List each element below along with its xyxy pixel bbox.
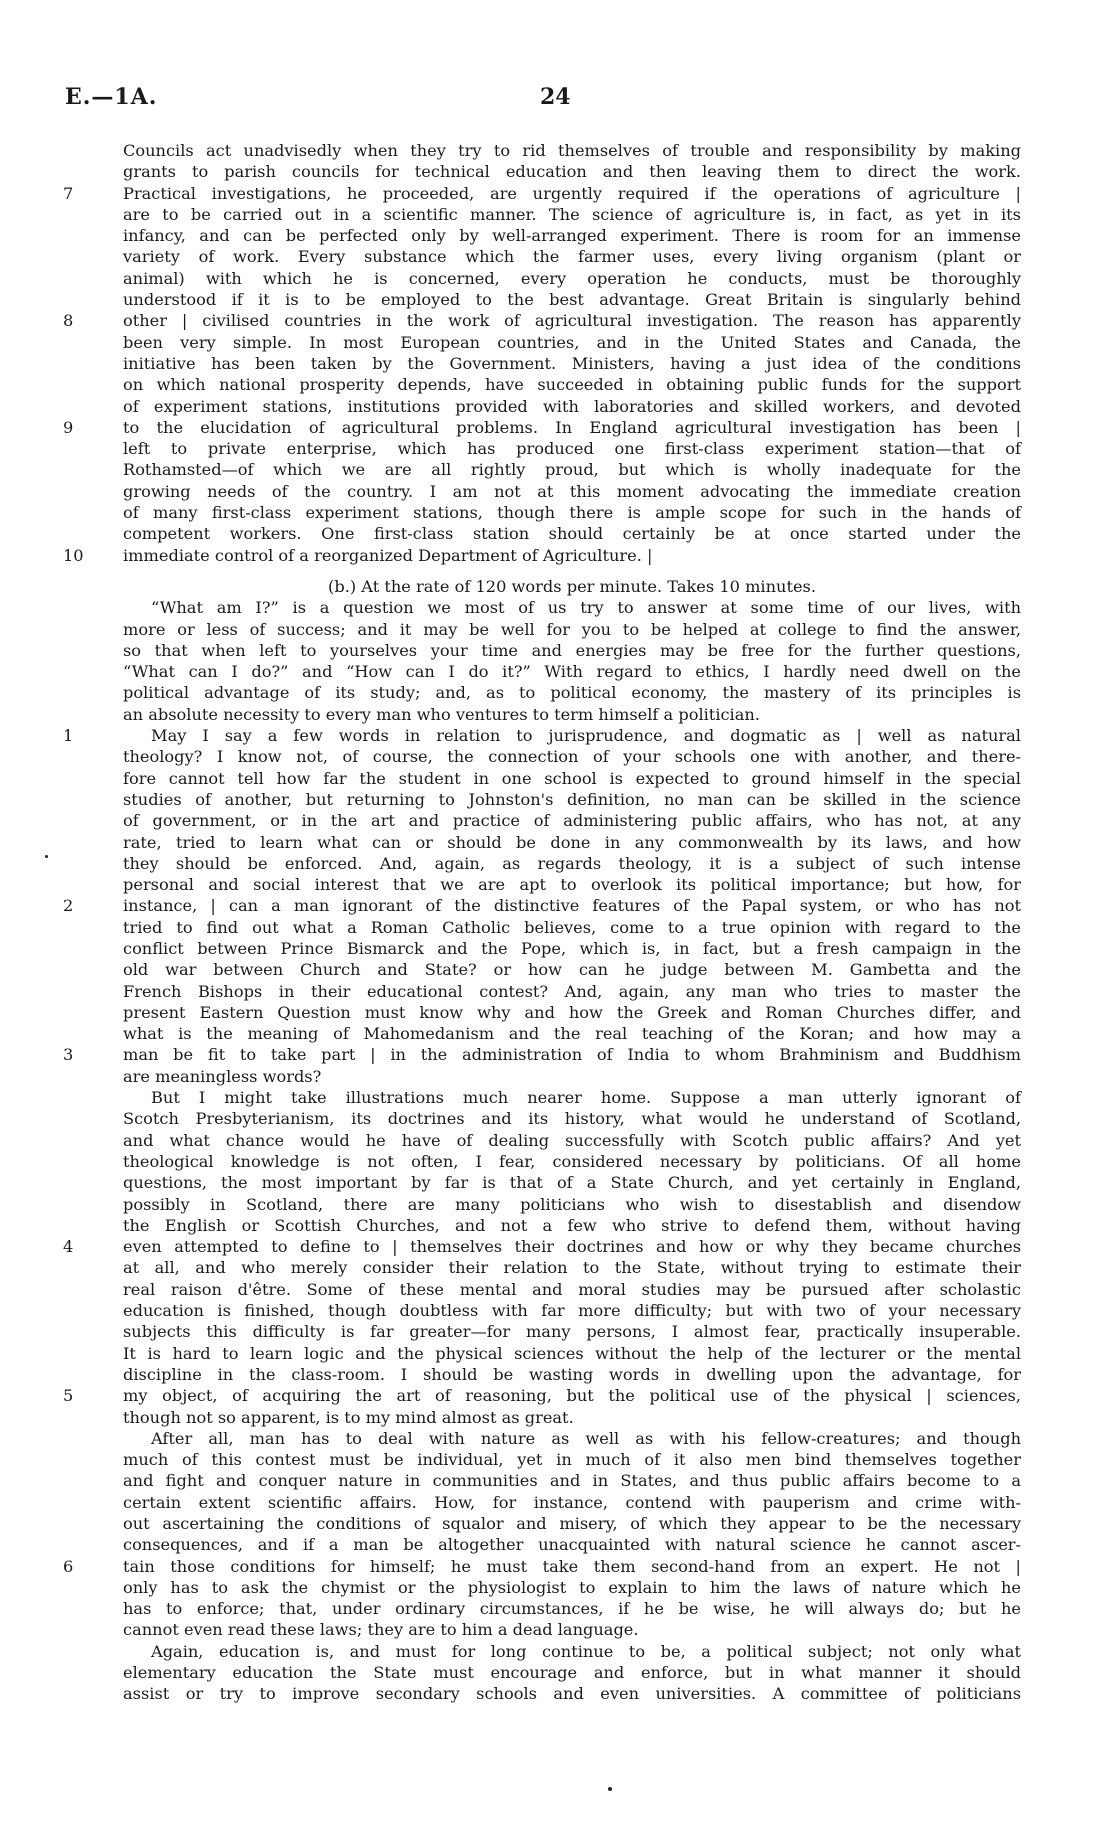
line-text: more or less of success; and it may be well for you to be helped at college to find the answer, [123, 619, 1021, 639]
text-line [123, 353, 1021, 374]
line-text: much of this contest must be individual, yet in much of it also men bind themselves together [123, 1450, 1021, 1470]
line-number: 3 [63, 1045, 74, 1065]
stray-mark [45, 855, 48, 858]
line-text: left to private enterprise, which has produced one first-class experiment station—that of [123, 439, 1021, 459]
page-header [0, 84, 1114, 114]
text-line [123, 1108, 1021, 1129]
line-text: May I say a few words in relation to jurisprudence, and dogmatic as | well as natural [151, 726, 1021, 746]
line-text: cannot even read these laws; they are to him a dead language. [123, 1620, 639, 1640]
line-text: “What am I?” is a question we most of us try to answer at some time of our lives, with [151, 598, 1021, 618]
line-text: political advantage of its study; and, as to political economy, the mastery of its principles is [123, 683, 1021, 703]
text-line [123, 959, 1021, 980]
text-line [123, 1598, 1021, 1619]
line-text: present Eastern Question must know why and how the Greek and Roman Churches differ, and [123, 1002, 1021, 1022]
line-text: grants to parish councils for technical education and then leaving them to direct the work. [123, 162, 1021, 182]
text-line [123, 204, 1021, 225]
line-text: Practical investigations, he proceeded, are urgently required if the operations of agriculture | [123, 183, 1021, 203]
text-line [123, 1151, 1021, 1172]
line-text: competent workers. One first-class station should certainly be at once started under the [123, 524, 1021, 544]
page-identifier: E.—1A. [65, 84, 158, 110]
text-line [123, 832, 1021, 853]
line-text: understood if it is to be employed to the best advantage. Great Britain is singularly behind [123, 290, 1021, 310]
text-line [123, 268, 1021, 289]
text-line [123, 1066, 1021, 1087]
line-text: are to be carried out in a scientific manner. The science of agriculture is, in fact, as yet in its [123, 204, 1021, 224]
stray-mark [608, 1787, 612, 1791]
text-line [123, 874, 1021, 895]
text-line [123, 332, 1021, 353]
line-text: personal and social interest that we are apt to overlook its political importance; but how, for [123, 875, 1021, 895]
line-text: elementary education the State must encourage and enforce, but in what manner it should [123, 1663, 1021, 1683]
text-line [123, 1683, 1021, 1704]
text-line [123, 1215, 1021, 1236]
line-text: immediate control of a reorganized Department of Agriculture. | [123, 545, 653, 565]
text-line [63, 1236, 1021, 1257]
body-text [63, 140, 1021, 1705]
text-line [123, 1321, 1021, 1342]
text-line [123, 789, 1021, 810]
line-number: 4 [63, 1237, 74, 1257]
text-line [63, 725, 1021, 746]
text-line [123, 1662, 1021, 1683]
page-number: 24 [540, 84, 571, 110]
text-line [123, 1087, 1021, 1108]
line-text: It is hard to learn logic and the physical sciences without the help of the lecturer or the mental [123, 1343, 1021, 1363]
line-text: my object, of acquiring the art of reasoning, but the political use of the physical | sciences, [123, 1386, 1021, 1406]
line-text: are meaningless words? [123, 1066, 322, 1086]
line-text: subjects this difficulty is far greater—for many persons, I almost fear, practically insuperable. [123, 1322, 1021, 1342]
line-text: been very simple. In most European countries, and in the United States and Canada, the [123, 332, 1021, 352]
text-line [63, 183, 1021, 204]
text-line [123, 1130, 1021, 1151]
text-line [123, 1449, 1021, 1470]
text-line [123, 459, 1021, 480]
line-text: Councils act unadvisedly when they try to rid themselves of trouble and responsibility by making [123, 141, 1021, 160]
text-line [123, 1577, 1021, 1598]
line-text: only has to ask the chymist or the physiologist to explain to him the laws of nature which he [123, 1577, 1021, 1597]
line-text: has to enforce; that, under ordinary circumstances, if he be wise, he will always do; but he [123, 1599, 1021, 1619]
text-line [123, 1513, 1021, 1534]
line-text: of experiment stations, institutions provided with laboratories and skilled workers, and devoted [123, 396, 1021, 416]
line-text: real raison d'être. Some of these mental and moral studies may be pursued after scholastic [123, 1279, 1021, 1299]
line-number: 1 [63, 726, 74, 746]
section-b-heading: (b.) At the rate of 120 words per minute. Takes 10 minutes. [328, 576, 816, 596]
line-text: they should be enforced. And, again, as regards theology, it is a subject of such intense [123, 853, 1021, 873]
line-text: other | civilised countries in the work of agricultural investigation. The reason has apparently [123, 311, 1021, 331]
text-line [123, 682, 1021, 703]
text-line [123, 1002, 1021, 1023]
line-text: theological knowledge is not often, I fear, considered necessary by politicians. Of all home [123, 1151, 1021, 1171]
line-number: 2 [63, 896, 74, 916]
line-text: and what chance would he have of dealing successfully with Scotch public affairs? And yet [123, 1130, 1021, 1150]
text-line [123, 374, 1021, 395]
line-text: out ascertaining the conditions of squalor and misery, of which they appear to be the necessary [123, 1514, 1021, 1533]
line-text: theology? I know not, of course, the connection of your schools one with another, and there- [123, 747, 1021, 767]
text-line [123, 917, 1021, 938]
line-number: 8 [63, 311, 74, 331]
text-line [123, 1534, 1021, 1555]
line-text: and fight and conquer nature in communities and in States, and thus public affairs become to a [123, 1471, 1021, 1491]
text-line [123, 768, 1021, 789]
line-number: 10 [63, 545, 84, 565]
line-text: studies of another, but returning to Johnston's definition, no man can be skilled in the science [123, 789, 1021, 809]
text-line [123, 438, 1021, 459]
line-text: infancy, and can be perfected only by well-arranged experiment. There is room for an immense [123, 226, 1021, 246]
text-line [123, 1619, 1021, 1640]
text-line [123, 1300, 1021, 1321]
line-text: But I might take illustrations much nearer home. Suppose a man utterly ignorant of [151, 1088, 1021, 1108]
line-text: tried to find out what a Roman Catholic believes, come to a true opinion with regard to the [123, 917, 1021, 937]
text-line [123, 1172, 1021, 1193]
text-line [123, 1407, 1021, 1428]
text-line [123, 225, 1021, 246]
text-line [123, 981, 1021, 1002]
line-number: 7 [63, 183, 74, 203]
text-line [123, 1257, 1021, 1278]
line-text: conflict between Prince Bismarck and the Pope, which is, in fact, but a fresh campaign in the [123, 938, 1021, 958]
line-text: variety of work. Every substance which the farmer uses, every living organism (plant or [123, 247, 1021, 267]
line-text: so that when left to yourselves your time and energies may be free for the further questions, [123, 640, 1021, 660]
text-line [123, 289, 1021, 310]
line-number: 6 [63, 1556, 74, 1576]
line-text: instance, | can a man ignorant of the distinctive features of the Papal system, or who has not [123, 896, 1021, 916]
text-line [63, 417, 1021, 438]
line-text: rate, tried to learn what can or should be done in any commonwealth by its laws, and how [123, 832, 1021, 852]
line-text: discipline in the class-room. I should be wasting words in dwelling upon the advantage, for [123, 1364, 1021, 1384]
line-text: certain extent scientific affairs. How, for instance, contend with pauperism and crime with- [123, 1492, 1021, 1512]
line-text: old war between Church and State? or how can he judge between M. Gambetta and the [123, 960, 1021, 980]
line-text: Scotch Presbyterianism, its doctrines and its history, what would he understand of Scotland, [123, 1109, 1021, 1129]
text-line [123, 1492, 1021, 1513]
text-line [123, 640, 1021, 661]
text-line [123, 523, 1021, 544]
line-text: education is finished, though doubtless with far more difficulty; but with two of your necessary [123, 1301, 1021, 1321]
line-text: animal) with which he is concerned, every operation he conducts, must be thoroughly [123, 268, 1021, 288]
line-text: at all, and who merely consider their relation to the State, without trying to estimate their [123, 1258, 1021, 1278]
section-b [63, 597, 1021, 1704]
text-line [123, 246, 1021, 267]
text-line [123, 1470, 1021, 1491]
text-line [123, 1194, 1021, 1215]
line-number: 5 [63, 1386, 74, 1406]
line-text: After all, man has to deal with nature as well as with his fellow-creatures; and though [151, 1428, 1021, 1448]
line-text: to the elucidation of agricultural problems. In England agricultural investigation has been | [123, 417, 1021, 437]
text-line [123, 1641, 1021, 1662]
line-text: fore cannot tell how far the student in one school is expected to ground himself in the special [123, 768, 1021, 788]
line-text: assist or try to improve secondary schools and even universities. A committee of politicians [123, 1684, 1021, 1704]
line-text: “What can I do?” and “How can I do it?” With regard to ethics, I hardly need dwell on the [123, 662, 1021, 682]
text-line [123, 481, 1021, 502]
line-text: possibly in Scotland, there are many politicians who wish to disestablish and disendow [123, 1194, 1021, 1214]
text-line [123, 396, 1021, 417]
text-line [63, 895, 1021, 916]
text-line [123, 661, 1021, 682]
line-text: French Bishops in their educational contest? And, again, any man who tries to master the [123, 981, 1021, 1001]
line-number: 9 [63, 417, 74, 437]
line-text: an absolute necessity to every man who ventures to term himself a politician. [123, 704, 760, 724]
text-line [123, 597, 1021, 618]
text-line [123, 746, 1021, 767]
line-text: Rothamsted—of which we are all rightly proud, but which is wholly inadequate for the [123, 460, 1021, 480]
text-line [123, 1343, 1021, 1364]
line-text: initiative has been taken by the Government. Ministers, having a just idea of the conditions [123, 353, 1021, 373]
line-text: what is the meaning of Mahomedanism and the real teaching of the Koran; and how may a [123, 1024, 1021, 1044]
text-line [123, 1023, 1021, 1044]
text-line [123, 1364, 1021, 1385]
text-line [123, 161, 1021, 182]
line-text: of government, or in the art and practice of administering public affairs, who has not, at any [123, 811, 1021, 831]
section-a [63, 140, 1021, 566]
text-line [63, 1385, 1021, 1406]
line-text: on which national prosperity depends, have succeeded in obtaining public funds for the support [123, 375, 1021, 395]
line-text: of many first-class experiment stations, though there is ample scope for such in the hands of [123, 503, 1021, 523]
text-line [123, 704, 1021, 725]
line-text: tain those conditions for himself; he must take them second-hand from an expert. He not | [123, 1556, 1021, 1576]
line-text: consequences, and if a man be altogether unacquainted with natural science he cannot ascer- [123, 1535, 1021, 1555]
text-line [123, 502, 1021, 523]
text-line [63, 1556, 1021, 1577]
text-line [123, 1279, 1021, 1300]
line-text: growing needs of the country. I am not at this moment advocating the immediate creation [123, 481, 1021, 501]
text-line [123, 810, 1021, 831]
line-text: the English or Scottish Churches, and not a few who strive to defend them, without having [123, 1215, 1021, 1235]
text-line [63, 545, 1021, 566]
text-line [63, 1044, 1021, 1065]
text-line [123, 1428, 1021, 1449]
line-text: Again, education is, and must for long continue to be, a political subject; not only what [151, 1641, 1021, 1661]
line-text: though not so apparent, is to my mind almost as great. [123, 1407, 574, 1427]
text-line [63, 310, 1021, 331]
text-line [123, 619, 1021, 640]
text-line [123, 938, 1021, 959]
line-text: even attempted to define to | themselves their doctrines and how or why they became churches [123, 1237, 1021, 1257]
line-text: man be fit to take part | in the administration of India to whom Brahminism and Buddhism [123, 1045, 1021, 1065]
text-line [123, 853, 1021, 874]
line-text: questions, the most important by far is that of a State Church, and yet certainly in England, [123, 1173, 1021, 1193]
text-line [123, 140, 1021, 161]
